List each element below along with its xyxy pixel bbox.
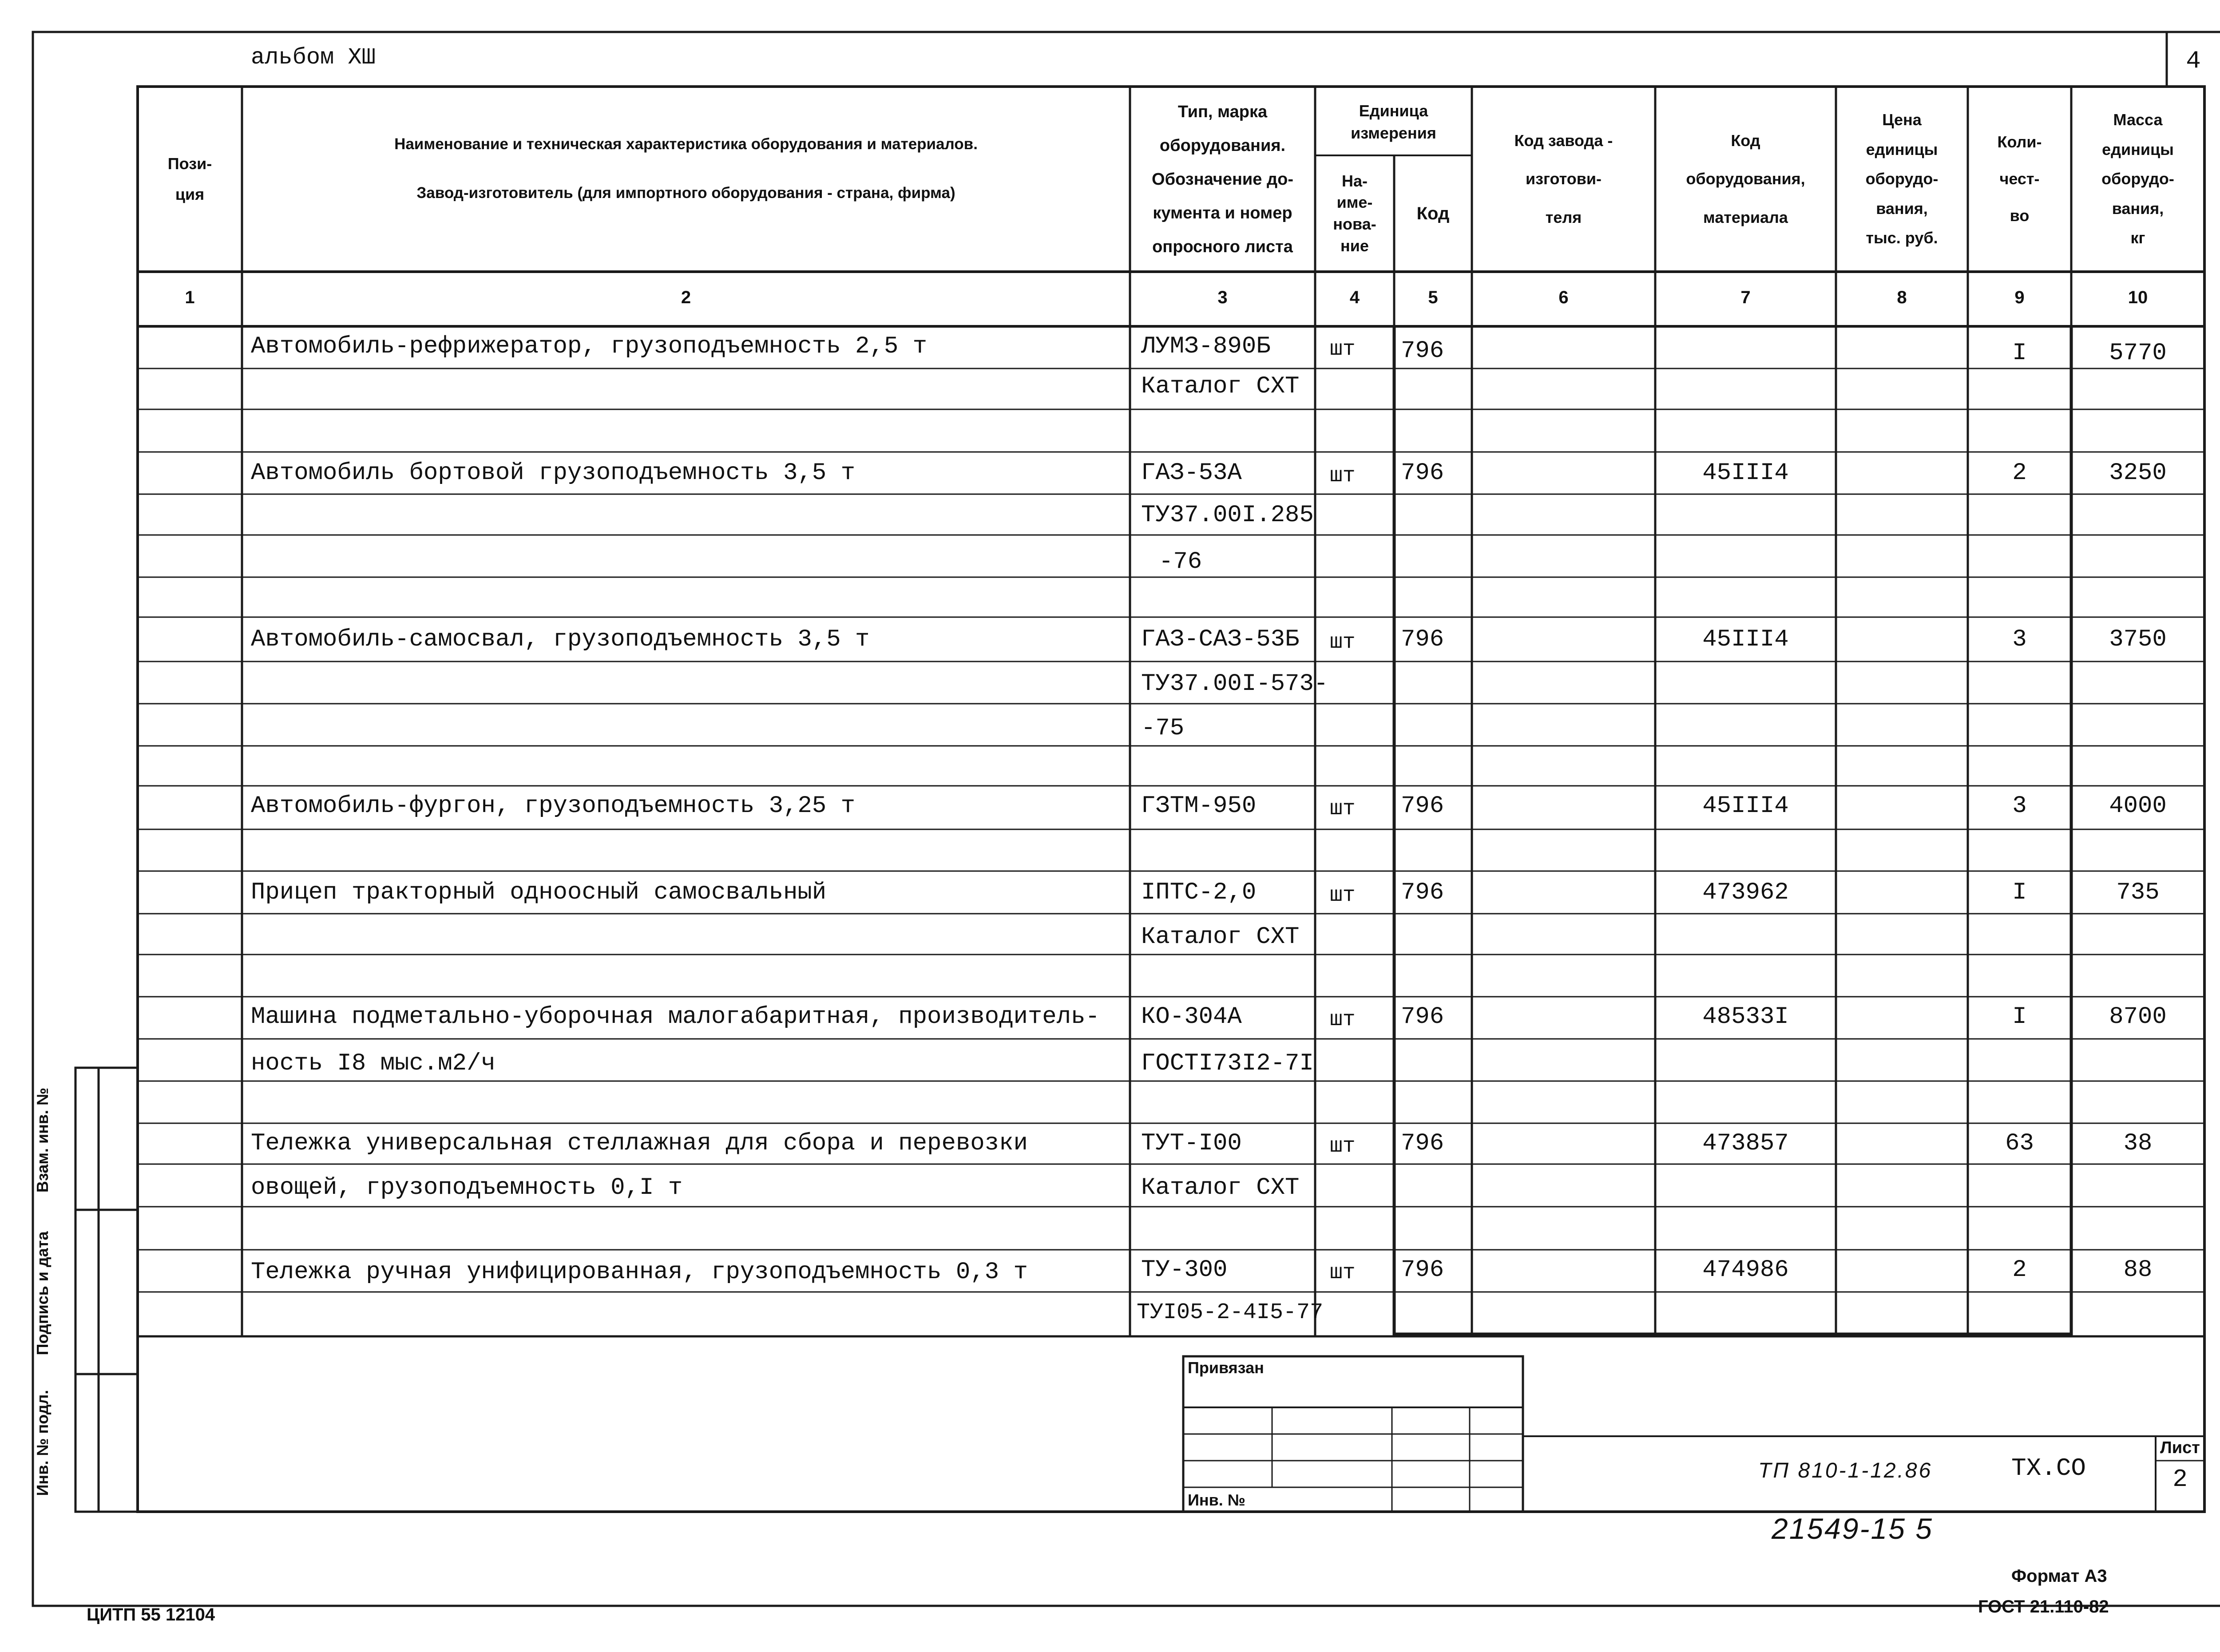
row-equipment-code: 473857	[1702, 1130, 1789, 1157]
row-name: ность I8 мыс.м2/ч	[251, 1050, 496, 1077]
header-quantity: Коли- чест- во	[1997, 133, 2042, 225]
row-type: ГОСТI73I2-7I	[1141, 1050, 1314, 1077]
handwritten-number: 21549-15 5	[1772, 1512, 1933, 1545]
row-qty: 63	[2005, 1130, 2034, 1157]
row-mass: 5770	[2109, 340, 2167, 367]
header-unit-code: Код	[1416, 204, 1450, 223]
stamp-privyazan: Привязан	[1188, 1359, 1264, 1377]
row-mass: 3750	[2109, 626, 2167, 653]
row-name: Машина подметально-уборочная малогабаритная, производитель-	[251, 1003, 1100, 1030]
sheet-number: 2	[2172, 1465, 2188, 1494]
row-name: овощей, грузоподъемность 0,I т	[251, 1174, 683, 1201]
column-number: 9	[2014, 288, 2025, 307]
column-number: 10	[2128, 288, 2148, 307]
row-type: ТУ-300	[1141, 1256, 1228, 1284]
column-number: 1	[185, 288, 195, 307]
header-equipment-code: Код оборудования, материала	[1686, 131, 1805, 226]
row-name: Автомобиль-самосвал, грузоподъемность 3,5 т	[251, 626, 870, 653]
row-mass: 38	[2123, 1130, 2153, 1157]
header-factory-code: Код завода - изготови- теля	[1514, 131, 1613, 226]
row-mass: 3250	[2109, 460, 2167, 487]
row-unit: шт	[1330, 464, 1356, 488]
row-code: 796	[1401, 879, 1444, 906]
row-equipment-code: 45III4	[1702, 626, 1789, 653]
row-qty: 2	[2012, 1256, 2027, 1284]
row-unit: шт	[1330, 1008, 1356, 1032]
row-unit: шт	[1330, 1134, 1356, 1158]
header-position: Пози- ция	[167, 155, 212, 203]
column-number: 8	[1897, 288, 1907, 307]
row-code: 796	[1401, 1003, 1444, 1030]
row-qty: I	[2012, 1003, 2027, 1030]
document-mark: ТХ.СО	[2011, 1454, 2086, 1482]
column-number: 5	[1428, 288, 1438, 307]
row-mass: 735	[2116, 879, 2160, 906]
row-unit: шт	[1330, 337, 1356, 361]
row-qty: 3	[2012, 792, 2027, 820]
row-type: ТУ37.00I-573-	[1141, 670, 1328, 697]
row-name: Тележка ручная унифицированная, грузоподъемность 0,3 т	[251, 1259, 1028, 1286]
header-unit-name: На- име- нова- ние	[1333, 171, 1376, 255]
row-type: ГЗТМ-950	[1141, 792, 1257, 820]
row-type: IПТС-2,0	[1141, 879, 1257, 906]
row-name: Тележка универсальная стеллажная для сбора и перевозки	[251, 1130, 1028, 1157]
document-code: ТП 810-1-12.86	[1758, 1459, 1933, 1482]
header-price: Цена единицы оборудо- вания, тыс. руб.	[1865, 111, 1939, 247]
side-label-replaced-inv: Взам. инв. №	[33, 1087, 52, 1193]
row-type: -76	[1159, 548, 1202, 575]
side-label-signature-date: Подпись и дата	[33, 1231, 52, 1355]
column-number: 4	[1349, 288, 1360, 307]
row-equipment-code: 45III4	[1702, 792, 1789, 820]
row-qty: I	[2012, 879, 2027, 906]
row-code: 796	[1401, 626, 1444, 653]
footer-left-code: ЦИТП 55 12104	[87, 1605, 215, 1624]
header-unit: Единица измерения	[1351, 101, 1436, 142]
column-number: 7	[1740, 288, 1751, 307]
row-type: ГАЗ-53А	[1141, 460, 1242, 487]
row-code: 796	[1401, 460, 1444, 487]
header-type: Тип, марка оборудования. Обозначение до- кумента и номер опросного листа	[1152, 102, 1293, 256]
footer-format: Формат А3	[2011, 1566, 2107, 1586]
row-code: 796	[1401, 337, 1444, 364]
row-code: 796	[1401, 792, 1444, 820]
page-number: 4	[2186, 47, 2201, 75]
row-type: Каталог СХТ	[1141, 923, 1300, 951]
header-name-line2: Завод-изготовитель (для импортного оборудования - страна, фирма)	[416, 184, 955, 202]
header-name-line1: Наименование и техническая характеристика оборудования и материалов.	[394, 135, 978, 153]
footer-gost: ГОСТ 21.110-82	[1978, 1597, 2109, 1616]
row-unit: шт	[1330, 797, 1356, 821]
row-qty: 3	[2012, 626, 2027, 653]
column-number: 6	[1558, 288, 1569, 307]
row-type: КО-304А	[1141, 1003, 1242, 1030]
row-name: Автомобиль-фургон, грузоподъемность 3,25 т	[251, 792, 856, 820]
row-type: ТУ37.00I.285	[1141, 502, 1314, 529]
row-code: 796	[1401, 1256, 1444, 1284]
row-mass: 88	[2123, 1256, 2153, 1284]
column-number: 2	[681, 288, 691, 307]
row-mass: 8700	[2109, 1003, 2167, 1030]
row-code: 796	[1401, 1130, 1444, 1157]
sheet-label: Лист	[2160, 1438, 2200, 1457]
row-equipment-code: 45III4	[1702, 460, 1789, 487]
row-type: ГАЗ-САЗ-53Б	[1141, 626, 1300, 653]
row-type: -75	[1141, 715, 1185, 742]
row-type: ТУТ-I00	[1141, 1130, 1242, 1157]
side-label-original-inv: Инв. № подл.	[33, 1390, 52, 1496]
row-name: Автомобиль бортовой грузоподъемность 3,5 т	[251, 460, 856, 487]
album-title: альбом XШ	[251, 44, 376, 71]
row-equipment-code: 48533I	[1702, 1003, 1789, 1030]
column-number: 3	[1217, 288, 1228, 307]
row-type: ЛУМЗ-890Б	[1141, 333, 1271, 360]
row-type: Каталог СХТ	[1141, 1174, 1300, 1201]
row-equipment-code: 474986	[1702, 1256, 1789, 1284]
row-equipment-code: 473962	[1702, 879, 1789, 906]
row-unit: шт	[1330, 630, 1356, 654]
row-unit: шт	[1330, 883, 1356, 907]
row-qty: I	[2012, 340, 2027, 367]
row-type: ТУI05-2-4I5-77	[1137, 1300, 1324, 1325]
row-name: Автомобиль-рефрижератор, грузоподъемность 2,5 т	[251, 333, 928, 360]
row-unit: шт	[1330, 1261, 1356, 1285]
row-name: Прицеп тракторный одноосный самосвальный	[251, 879, 827, 906]
row-mass: 4000	[2109, 792, 2167, 820]
stamp-inv-number: Инв. №	[1188, 1491, 1245, 1509]
header-mass: Масса единицы оборудо- вания, кг	[2101, 111, 2174, 247]
row-type: Каталог СХТ	[1141, 373, 1300, 400]
row-qty: 2	[2012, 460, 2027, 487]
